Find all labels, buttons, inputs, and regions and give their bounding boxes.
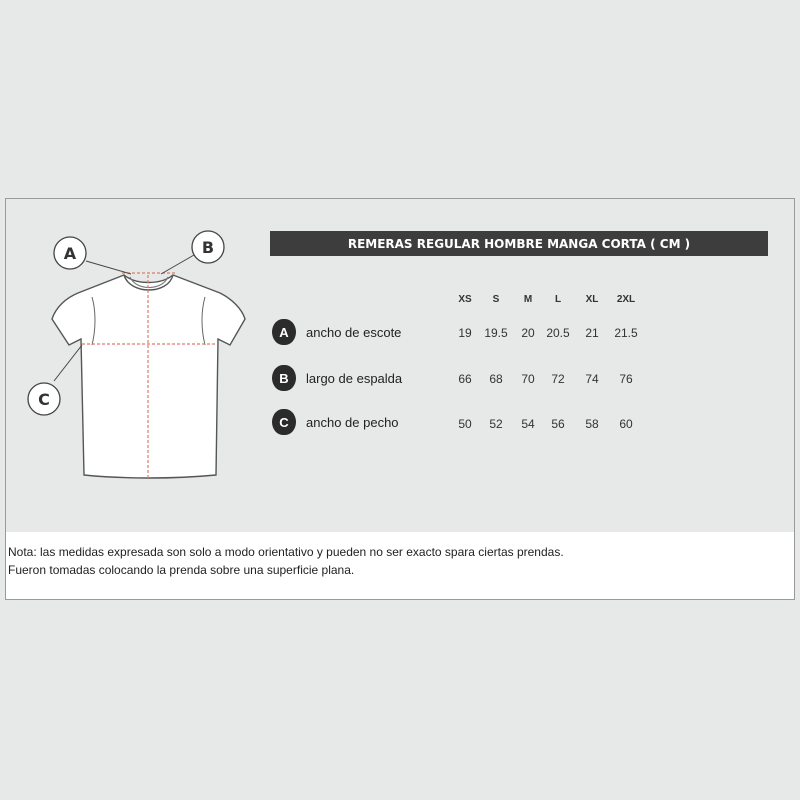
note-area [6,532,794,599]
size-header-xs: XS [458,294,472,305]
cell: 52 [489,417,503,431]
badge-c: C [272,409,296,435]
cell: 21.5 [614,326,638,340]
table-title: REMERAS REGULAR HOMBRE MANGA CORTA ( CM ) [347,236,691,251]
size-header-2xl: 2XL [616,294,636,305]
callout-a-label: A [63,244,77,263]
cell: 50 [458,417,472,431]
cell: 21 [585,326,599,340]
row-label-c: ancho de pecho [306,415,399,430]
cell: 54 [521,417,535,431]
note-line-2: Fueron tomadas colocando la prenda sobre una superficie plana. [8,563,355,577]
callout-a [54,237,86,269]
row-label-b: largo de espalda [306,371,403,386]
cell: 19 [458,326,472,340]
tshirt-diagram [6,199,268,532]
cell: 68 [489,372,503,386]
cell: 20 [521,326,535,340]
cell: 74 [585,372,599,386]
callout-c [28,383,60,415]
callout-b-label: B [201,238,215,257]
note-line-1: Nota: las medidas expresada son solo a modo orientativo y pueden no ser exacto spara ciertas prendas. [8,545,564,559]
cell: 58 [585,417,599,431]
badge-a: A [272,319,296,345]
cell: 70 [521,372,535,386]
size-header-s: S [492,294,500,305]
size-header-xl: XL [585,294,599,305]
size-chart-panel [5,198,795,600]
size-header-l: L [554,294,562,305]
row-label-a: ancho de escote [306,325,402,340]
cell: 20.5 [546,326,570,340]
callout-c-label: C [38,390,50,409]
cell: 76 [619,372,633,386]
callout-b [192,231,224,263]
cell: 72 [551,372,565,386]
cell: 19.5 [484,326,508,340]
cell: 60 [619,417,633,431]
size-header-m: M [523,294,533,305]
cell: 66 [458,372,472,386]
table-title-bar [270,231,768,256]
badge-b: B [272,365,296,391]
cell: 56 [551,417,565,431]
